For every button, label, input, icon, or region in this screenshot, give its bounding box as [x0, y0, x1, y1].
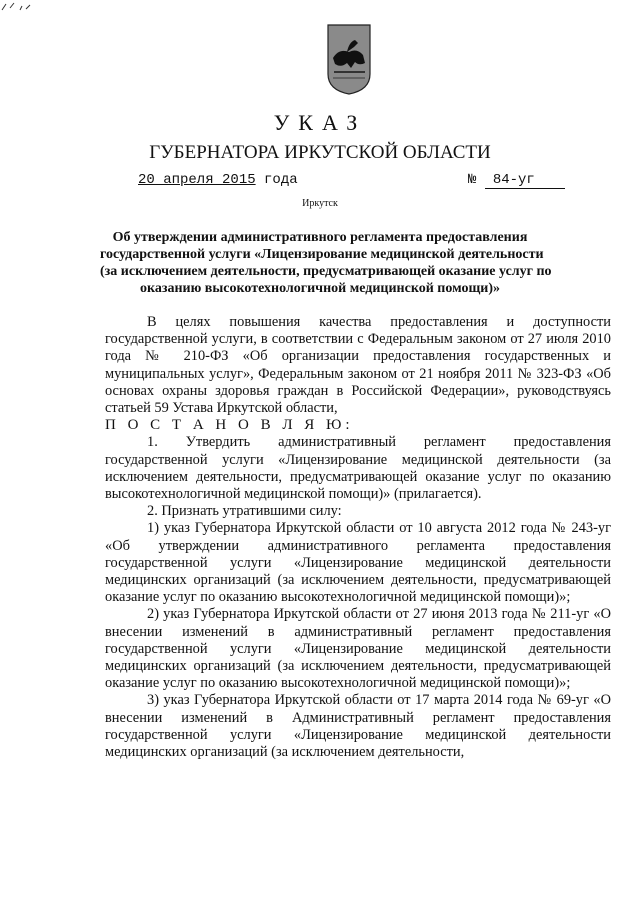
- preamble-paragraph: В целях повышения качества предоставления и доступности государственной услуги, в соответствии с Федеральным законом от 27 июля 2010 года № 210-ФЗ «Об организации предоставления государственных и муниципальных услуг», Федеральным законом от 21 ноября 2011 № 323-ФЗ «Об основах охраны здоровья граждан в Российской Федерации», руководствуясь статьей 59 Устава Иркутской области,: [105, 314, 611, 417]
- document-body: [105, 314, 611, 761]
- page-subtitle: ГУБЕРНАТОРА ИРКУТСКОЙ ОБЛАСТИ: [149, 142, 491, 163]
- subitem-1-paragraph: 1) указ Губернатора Иркутской области от 10 августа 2012 года № 243-уг «Об утверждении административного регламента предоставления государственной услуги «Лицензирование медицинской деятельности медицинских организаций (за исключением деятельности, предусматривающей оказание услуг по оказанию высокотехнологичной медицинской помощи)»;: [105, 520, 611, 606]
- number-value: 84-уг: [485, 172, 565, 189]
- heading-line: оказанию высокотехнологичной медицинской помощи)»: [140, 281, 500, 296]
- subitem-3-paragraph: 3) указ Губернатора Иркутской области от 17 марта 2014 года № 69-уг «О внесении изменений в Административный регламент предоставления государственной услуги «Лицензирование медицинской деятельности медицинских организаций (за исключением деятельности,: [105, 692, 611, 761]
- item-1-paragraph: 1. Утвердить административный регламент предоставления государственной услуги «Лицензирование медицинской деятельности (за исключением деятельности, предусматривающей оказание услуг по оказанию высокотехнологичной медицинской помощи)» (прилагается).: [105, 434, 611, 503]
- document-date: [138, 172, 298, 188]
- heading-line: государственной услуги «Лицензирование медицинской деятельности: [100, 247, 544, 262]
- heading-line: Об утверждении административного регламента предоставления: [112, 230, 528, 245]
- date-value: 20 апреля 2015: [138, 172, 256, 188]
- corner-scribble: [0, 0, 40, 16]
- city: Иркутск: [302, 198, 338, 209]
- document-number: [468, 172, 565, 189]
- date-suffix: года: [264, 172, 298, 188]
- subitem-2-paragraph: 2) указ Губернатора Иркутской области от 27 июня 2013 года № 211-уг «О внесении изменений в административный регламент предоставления государственной услуги «Лицензирование медицинской деятельности медицинских организаций (за исключением деятельности, предусматривающей оказание услуг по оказанию высокотехнологичной медицинской помощи)»;: [105, 606, 611, 692]
- item-2-paragraph: 2. Признать утратившими силу:: [147, 503, 342, 520]
- page-title: УКАЗ: [273, 110, 367, 135]
- number-prefix: №: [468, 172, 477, 188]
- heading-line: (за исключением деятельности, предусматривающей оказание услуг по: [100, 264, 552, 279]
- document-heading: [100, 229, 552, 297]
- coat-of-arms-icon: [325, 22, 373, 96]
- decree-word: П О С Т А Н О В Л Я Ю:: [105, 417, 354, 434]
